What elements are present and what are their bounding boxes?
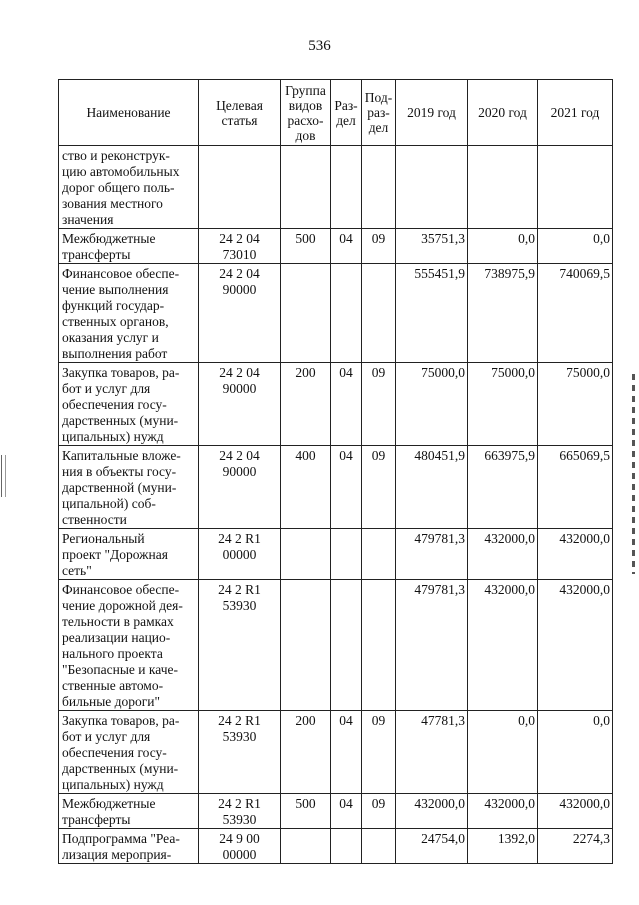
- row-name-line: обеспечения госу-: [62, 745, 167, 760]
- row-target: 24 2 04 90000: [199, 264, 281, 363]
- row-name-line: Капитальные вложе-: [62, 448, 181, 463]
- row-subsection: [362, 580, 396, 711]
- row-group: 500: [281, 794, 331, 829]
- row-target: 24 2 04 73010: [199, 229, 281, 264]
- row-target: 24 2 R1 53930: [199, 711, 281, 794]
- row-name-line: лизация мероприя-: [62, 847, 172, 862]
- header-subsection-line: раз-: [367, 105, 390, 120]
- row-subsection: 09: [362, 229, 396, 264]
- row-group: [281, 529, 331, 580]
- row-subsection: 09: [362, 794, 396, 829]
- row-name: [59, 829, 199, 864]
- row-name-line: дарственных (муни-: [62, 761, 179, 776]
- row-subsection: 09: [362, 711, 396, 794]
- row-y2020: 0,0: [468, 229, 538, 264]
- row-target: [199, 146, 281, 229]
- row-target: 24 9 00 00000: [199, 829, 281, 864]
- row-group: 400: [281, 446, 331, 529]
- row-y2021: 0,0: [538, 711, 613, 794]
- table-row: [59, 264, 613, 363]
- scan-mark-left: [1, 455, 6, 497]
- row-group: 200: [281, 711, 331, 794]
- row-name-line: дорог общего поль-: [62, 180, 175, 195]
- row-group: [281, 264, 331, 363]
- row-name-line: Закупка товаров, ра-: [62, 365, 180, 380]
- row-name-line: зования местного: [62, 196, 163, 211]
- row-subsection: 09: [362, 363, 396, 446]
- row-name-line: ципальной) соб-: [62, 496, 156, 511]
- row-group: [281, 146, 331, 229]
- row-name-line: "Безопасные и каче-: [62, 662, 178, 677]
- header-name: Наименование: [59, 80, 199, 146]
- header-group-line: дов: [295, 127, 316, 143]
- row-y2020: 1392,0: [468, 829, 538, 864]
- row-name-line: трансферты: [62, 812, 131, 827]
- row-y2021: 665069,5: [538, 446, 613, 529]
- table-row: [59, 146, 613, 229]
- row-name-line: реализации нацио-: [62, 630, 171, 645]
- row-name: [59, 794, 199, 829]
- row-name-line: ственных органов,: [62, 314, 169, 329]
- row-subsection: [362, 529, 396, 580]
- row-name-line: чение выполнения: [62, 282, 169, 297]
- row-group: 200: [281, 363, 331, 446]
- row-section: 04: [331, 363, 362, 446]
- row-y2019: 479781,3: [396, 580, 468, 711]
- row-subsection: 09: [362, 446, 396, 529]
- row-y2020: 432000,0: [468, 580, 538, 711]
- row-section: 04: [331, 711, 362, 794]
- table-row: [59, 711, 613, 794]
- row-name-line: выполнения работ: [62, 346, 168, 361]
- row-section: 04: [331, 446, 362, 529]
- row-name-line: бильные дороги": [62, 694, 161, 709]
- row-y2020: 75000,0: [468, 363, 538, 446]
- row-section: 04: [331, 229, 362, 264]
- row-name-line: ственности: [62, 512, 127, 527]
- row-target: 24 2 R1 00000: [199, 529, 281, 580]
- row-name: [59, 264, 199, 363]
- row-name-line: Подпрограмма "Реа-: [62, 831, 180, 846]
- row-y2019: 555451,9: [396, 264, 468, 363]
- row-y2021: 432000,0: [538, 580, 613, 711]
- row-y2019: 480451,9: [396, 446, 468, 529]
- row-name-line: чение дорожной дея-: [62, 598, 183, 613]
- row-name-line: нального проекта: [62, 646, 163, 661]
- row-subsection: [362, 829, 396, 864]
- header-2021: 2021 год: [538, 80, 613, 146]
- row-y2020: 432000,0: [468, 794, 538, 829]
- row-target: 24 2 R1 53930: [199, 794, 281, 829]
- header-section-line: дел: [336, 112, 356, 128]
- header-target-label: Целевая статья: [216, 97, 263, 128]
- table-body: [59, 146, 613, 864]
- row-section: [331, 580, 362, 711]
- header-section-line: Раз-: [334, 97, 358, 113]
- row-name: [59, 580, 199, 711]
- row-name-line: тельности в рамках: [62, 614, 174, 629]
- table-row: [59, 229, 613, 264]
- row-y2019: 24754,0: [396, 829, 468, 864]
- row-y2021: 75000,0: [538, 363, 613, 446]
- row-name-line: Региональный: [62, 531, 145, 546]
- row-name-line: обеспечения госу-: [62, 397, 167, 412]
- row-name: [59, 146, 199, 229]
- row-subsection: [362, 146, 396, 229]
- row-name-line: функций государ-: [62, 298, 165, 313]
- row-y2019: 75000,0: [396, 363, 468, 446]
- row-name-line: ния в объекты госу-: [62, 464, 177, 479]
- row-name-line: дарственных (муни-: [62, 413, 179, 428]
- row-name-line: Межбюджетные: [62, 796, 156, 811]
- table-row: [59, 794, 613, 829]
- row-name: [59, 363, 199, 446]
- row-y2021: 432000,0: [538, 529, 613, 580]
- row-target: 24 2 04 90000: [199, 446, 281, 529]
- row-section: [331, 146, 362, 229]
- row-name: [59, 229, 199, 264]
- table-row: [59, 580, 613, 711]
- header-2019: 2019 год: [396, 80, 468, 146]
- row-y2019: 35751,3: [396, 229, 468, 264]
- header-section: [331, 80, 362, 146]
- budget-table: [58, 79, 613, 864]
- header-group: [281, 80, 331, 146]
- row-y2021: 740069,5: [538, 264, 613, 363]
- table-header: [59, 80, 613, 146]
- row-name-line: Межбюджетные: [62, 231, 156, 246]
- header-subsection-line: дел: [368, 120, 389, 135]
- scan-mark-right: [632, 374, 635, 574]
- header-group-line: расхо-: [287, 112, 324, 128]
- row-name-line: Финансовое обеспе-: [62, 266, 180, 281]
- row-name-line: оказания услуг и: [62, 330, 159, 345]
- row-y2019: 432000,0: [396, 794, 468, 829]
- table-row: [59, 363, 613, 446]
- row-y2020: 432000,0: [468, 529, 538, 580]
- row-section: [331, 264, 362, 363]
- row-group: 500: [281, 229, 331, 264]
- row-name-line: бот и услуг для: [62, 381, 151, 396]
- header-group-line: видов: [288, 97, 323, 113]
- row-name-line: ципальных) нужд: [62, 429, 164, 444]
- header-subsection: [362, 80, 396, 146]
- row-name-line: Финансовое обеспе-: [62, 582, 180, 597]
- row-name: [59, 446, 199, 529]
- row-y2019: [396, 146, 468, 229]
- row-name: [59, 529, 199, 580]
- row-name-line: бот и услуг для: [62, 729, 151, 744]
- row-y2020: 663975,9: [468, 446, 538, 529]
- row-name-line: дарственной (муни-: [62, 480, 177, 495]
- row-name-line: проект "Дорожная: [62, 547, 168, 562]
- header-subsection-line: Под-: [364, 90, 393, 105]
- row-y2021: 0,0: [538, 229, 613, 264]
- row-group: [281, 829, 331, 864]
- row-name-line: ципальных) нужд: [62, 777, 164, 792]
- row-y2021: 2274,3: [538, 829, 613, 864]
- table-row: [59, 829, 613, 864]
- row-group: [281, 580, 331, 711]
- row-y2020: [468, 146, 538, 229]
- table-row: [59, 529, 613, 580]
- row-target: 24 2 04 90000: [199, 363, 281, 446]
- header-group-line: Группа: [285, 82, 326, 98]
- row-y2021: [538, 146, 613, 229]
- row-target: 24 2 R1 53930: [199, 580, 281, 711]
- row-name-line: значения: [62, 212, 114, 227]
- row-y2020: 0,0: [468, 711, 538, 794]
- row-name-line: сеть": [62, 563, 92, 578]
- row-name: [59, 711, 199, 794]
- row-subsection: [362, 264, 396, 363]
- row-name-line: цию автомобильных: [62, 164, 180, 179]
- header-target: [199, 80, 281, 146]
- row-name-line: ственные автомо-: [62, 678, 164, 693]
- row-y2021: 432000,0: [538, 794, 613, 829]
- table-row: [59, 446, 613, 529]
- row-y2019: 479781,3: [396, 529, 468, 580]
- row-y2020: 738975,9: [468, 264, 538, 363]
- row-section: [331, 529, 362, 580]
- header-2020: 2020 год: [468, 80, 538, 146]
- row-section: [331, 829, 362, 864]
- row-name-line: ство и реконструк-: [62, 148, 170, 163]
- page-number: 536: [308, 38, 331, 54]
- row-y2019: 47781,3: [396, 711, 468, 794]
- row-name-line: трансферты: [62, 247, 131, 262]
- row-name-line: Закупка товаров, ра-: [62, 713, 180, 728]
- row-section: 04: [331, 794, 362, 829]
